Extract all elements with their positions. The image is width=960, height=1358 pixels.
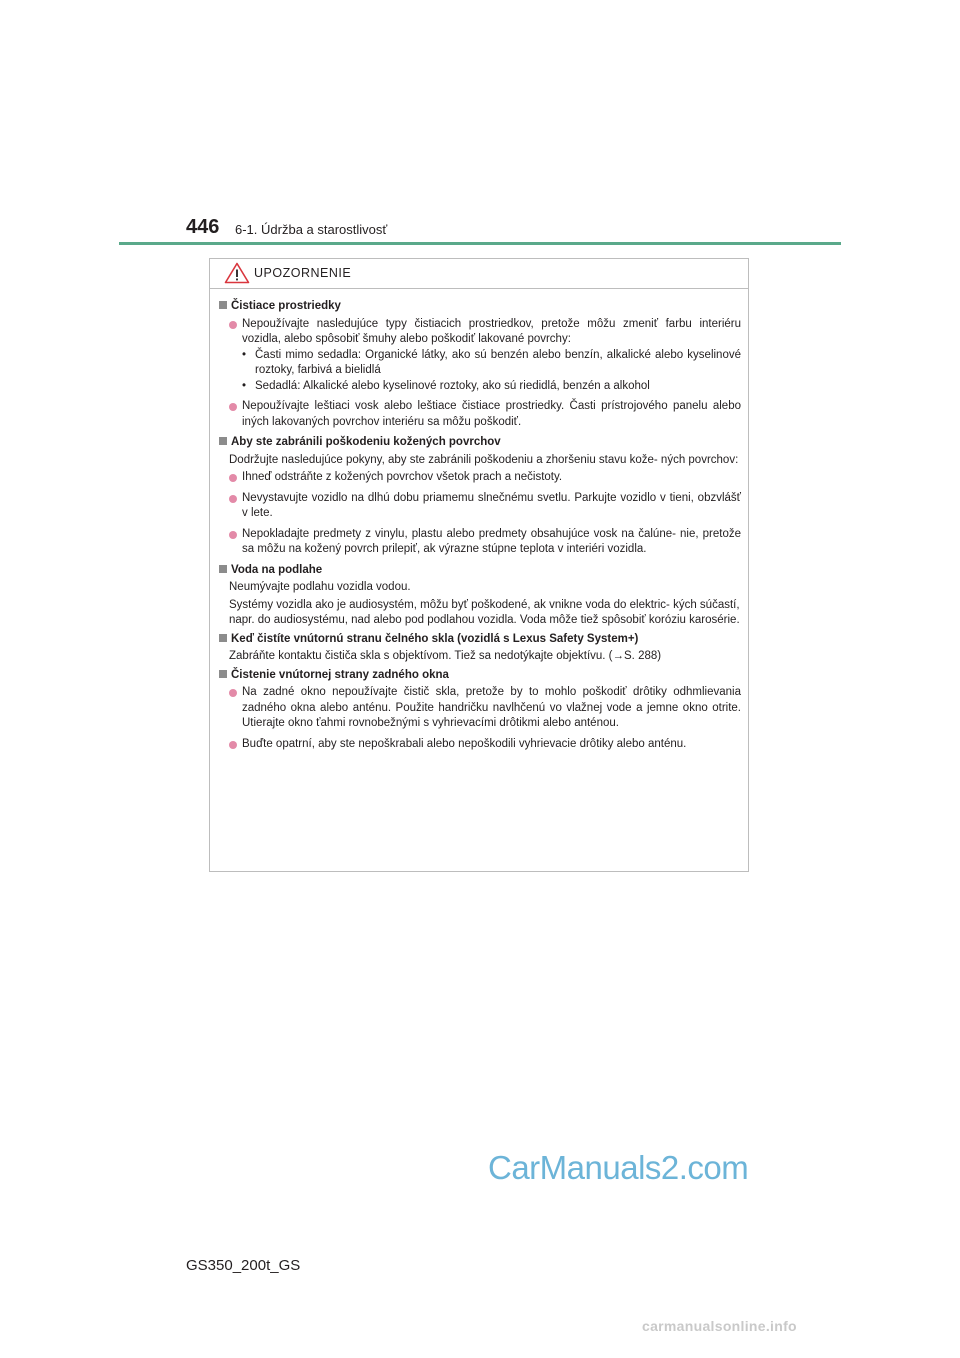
bullet-text: Buďte opatrní, aby ste nepoškrabali alebo nepoškodili vyhrievacie drôtiky alebo anténu. [242, 737, 687, 750]
bullet-item [219, 685, 741, 732]
square-bullet-icon [219, 634, 227, 642]
bullet-item [219, 470, 741, 486]
sub-bullet-item [242, 348, 741, 379]
bullet-text: Ihneď odstráňte z kožených povrchov všetok prach a nečistoty. [242, 471, 563, 483]
page-number: 446 [186, 216, 220, 238]
bullet-dot-icon [229, 403, 237, 411]
bullet-dot-icon [229, 531, 237, 539]
warning-box [209, 258, 749, 872]
section-title: 6-1. Údržba a starostlivosť [235, 222, 388, 237]
section-heading [219, 668, 741, 684]
sub-bullet-item [242, 379, 741, 395]
section-heading-text: Čistenie vnútornej strany zadného okna [231, 668, 449, 681]
site-watermark: carmanualsonline.info [642, 1318, 797, 1334]
sub-bullet-icon: • [242, 379, 247, 392]
watermark-logo: CarManuals2.com [488, 1149, 749, 1186]
bullet-item [219, 491, 741, 522]
square-bullet-icon [219, 565, 227, 573]
section-heading [219, 563, 741, 579]
paragraph: Dodržujte nasledujúce pokyny, aby ste zabránili poškodeniu a zhoršeniu stavu kože- ných povrchov: [229, 453, 739, 466]
sub-bullet-icon: • [242, 348, 247, 361]
paragraph: Neumývajte podlahu vozidla vodou. [229, 581, 411, 593]
sub-bullet-text: Sedadlá: Alkalické alebo kyselinové roztoky, ako sú riedidlá, benzén a alkohol [255, 379, 650, 392]
section-heading-text: Keď čistíte vnútornú stranu čelného skla (vozidlá s Lexus Safety System+) [231, 632, 639, 645]
warning-content [210, 289, 748, 752]
bullet-dot-icon [229, 474, 237, 482]
bullet-item [219, 399, 741, 430]
paragraph: Zabráňte kontaktu čističa skla s objektívom. Tiež sa nedotýkajte objektívu. (→S. 288) [229, 650, 662, 662]
paragraph: Systémy vozidla ako je audiosystém, môžu byť poškodené, ak vnikne voda do elektric- kých súčastí, napr. do audiosystému, nad alebo pod podlahou vozidla. Voda môže tiež spôsobiť koróziu karosérie. [229, 598, 740, 626]
warning-section [219, 299, 741, 430]
bullet-text: Nepoužívajte nasledujúce typy čistiacich prostriedkov, pretože môžu zmeniť farbu interiéru vozidla, alebo spôsobiť šmuhy alebo poškodiť lakované povrchy: [242, 317, 741, 345]
warning-section [219, 668, 741, 753]
bullet-dot-icon [229, 689, 237, 697]
bullet-dot-icon [229, 495, 237, 503]
header-rule [119, 242, 841, 245]
bullet-dot-icon [229, 321, 237, 329]
bullet-text: Nepokladajte predmety z vinylu, plastu alebo predmety obsahujúce vosk na čalúne- nie, pretože sa môžu na kožený povrch prilepiť, ak výrazne stúpne teplota v interiéri vozidla. [242, 527, 741, 555]
section-heading-text: Čistiace prostriedky [231, 300, 341, 312]
bullet-item [219, 317, 741, 395]
square-bullet-icon [219, 437, 227, 445]
square-bullet-icon [219, 301, 227, 309]
model-code: GS350_200t_GS [186, 1257, 301, 1274]
sub-bullet-text: Časti mimo sedadla: Organické látky, ako sú benzén alebo benzín, alkalické alebo kyselinové roztoky, farbivá a bielidlá [255, 348, 741, 376]
bullet-dot-icon [229, 741, 237, 749]
bullet-item [219, 737, 741, 753]
bullet-item [219, 527, 741, 558]
square-bullet-icon [219, 670, 227, 678]
bullet-text: Nepoužívajte leštiaci vosk alebo leštiace čistiace prostriedky. Časti prístrojového panelu alebo iných lakovaných povrchov interiéru sa môžu poškodiť. [242, 400, 741, 428]
section-heading [219, 435, 741, 451]
warning-triangle-icon [224, 262, 250, 284]
bullet-text: Nevystavujte vozidlo na dlhú dobu priamemu slnečnému svetlu. Parkujte vozidlo v tieni, obzvlášť v lete. [242, 491, 741, 519]
section-heading [219, 632, 741, 648]
warning-section [219, 435, 741, 558]
section-heading [219, 299, 741, 315]
warning-section [219, 563, 741, 629]
warning-section [219, 632, 741, 665]
warning-label: UPOZORNENIE [254, 266, 352, 280]
section-heading-text: Voda na podlahe [231, 563, 323, 576]
section-heading-text: Aby ste zabránili poškodeniu kožených povrchov [231, 436, 501, 448]
warning-header [210, 259, 748, 289]
bullet-text: Na zadné okno nepoužívajte čistič skla, pretože by to mohlo poškodiť drôtiky odhmlievania zadného okna alebo anténu. Použite handričku navlhčenú vo vlažnej vode a jemne okno otrite. Utierajte okno ťahmi rovnobežnými s vyhrievacími drôtikmi alebo anténou. [242, 686, 741, 729]
